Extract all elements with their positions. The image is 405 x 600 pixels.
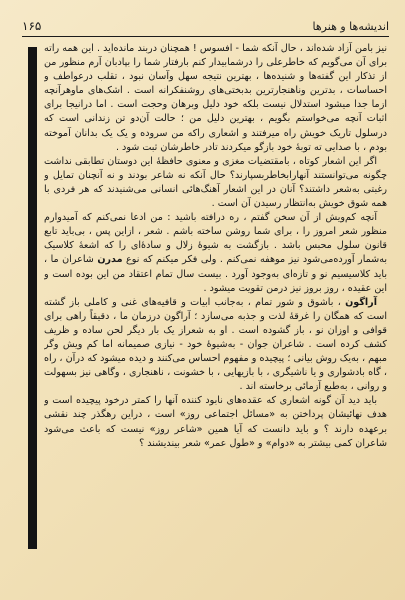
paragraph: آراگون ، باشوق و شور تمام ، به‌جانب ابیات و قافیه‌های غنی و کاملی باز گشته است که همگان را غرقهٔ لذت و جذبه می‌سازد ؛ آراگون درزمان ما ، دقیقاً راهی برای قوافی و اوزان نو ، باز گشوده است . او به شعراز یک بار دیگر لحن ساده و ظریف کشف کرده است . شاعران جوان - به‌شیوهٔ خود - نیازی صمیمانه اما کم ویش وگر مبهم ، به‌یک روش بیانی ؛ پیچیده و مفهوم احساس می‌کنند و دیده میشود که درآن ، راه ، گاه بادشواری و یا ناشیگری ، با بازیهایی ، با خشونت ، ناهنجاری ، وگاهی نیز بسهولت و روانی ، به‌طبع آزمائی برخاسته اند . (44, 296, 387, 393)
body-text (44, 42, 387, 582)
running-title: اندیشه‌ها و هنرها (312, 20, 389, 33)
margin-bar (28, 47, 37, 549)
page-number: ۱۶۵ (22, 19, 42, 33)
paragraph: آنچه کم‌ویش از آن سخن گفتم ، ره درافته باشید : من ادعا نمی‌کنم که آمیدوارم منظور شعر امروز را ، برای شما روشن ساخته باشم . شعر ، ازاین پس ، بی‌باید تابع قانون سلول محبس باشد . بازگشت به شیوهٔ زلال و سادهٔ‌ای را که اشعهٔ کلاسیک به‌شمار آورده‌می‌شود نیز موهفه نمی‌کنم . ولی فکر میکنم که نوع مدرن شاعران ما ، باید کلاسیسیم نو و تازه‌ای به‌وجود آورد . بیست سال تمام اعتقاد من این بوده است و این عقیده ، روز بروز نیز درمن تقویت میشود . (44, 212, 387, 294)
paragraph: اگر این اشعار کوتاه ، بامقتضیات مغزی و معنوی حافظهٔ این دوستان تطابقی نداشت چگونه می‌توانستند آنهارابخاطربسپارند؟ حال آنکه نه شاعر بودند و نه آنچنان تمایل و رغبتی به‌شعر داشتند؟ آنان در این اشعار آهنگ‌هائی انسانی می‌شنیدند که هر فردی با همه شوق خویش به‌انتظار رسیدن آن است . (44, 155, 387, 210)
page-header (22, 14, 389, 37)
paragraph: نیز بامن آزاد شده‌اند ، حال آنکه شما - افسوس ! همچنان دربند مانده‌اید . این همه راته برای آن می‌گویم که خاطرعلی را درشمابیدار کنم بارفتار شما را بپادبان آرم منظور من از تذکار این گفته‌ها و شنیده‌ها ، بهترین نتیجه سهل وآسان نبود ، تقلب درعواطف و احساسات ، بدترین وناهنجارترین بدبختی‌های روشنفکرانه است . اشک‌های ماوهرآنچه ازما جدا میشود استدلال نیست بلکه خود دلیل وبرهان وحجت است . اما درانیجا برای اثبات آنچه می‌خواستم بگویم ، بهترین دلیل من ؛ حالت آن‌دو تن زندانی است که درسلول تاریک خویش راه میرفتند و اشعاری راکه من سروده و یک یک بدانان آموخته بودم ، با صدایی ته توبهٔ خود بازگو میکردند تادر خاطرشان ثبت شود . (44, 43, 387, 153)
bold-name: مدرن (97, 254, 123, 266)
paragraph: باید دید آن گونه اشعاری که عقده‌های نابود کننده آنها را کمتر درخود پیچیده است و هدف نهائیشان پرداختن به «مسائل اجتماعی روز» است ، دراین رهگذر چند نقشی برعهده دارند ؟ و باید دانست که آیا همین «شاعر روز» نیست که باعث می‌شود شاعران کمی بیشتر به «دوام» و «طول عمر» شعر بیندیشند ؟ (44, 395, 387, 449)
bold-name: آراگون (345, 296, 377, 308)
